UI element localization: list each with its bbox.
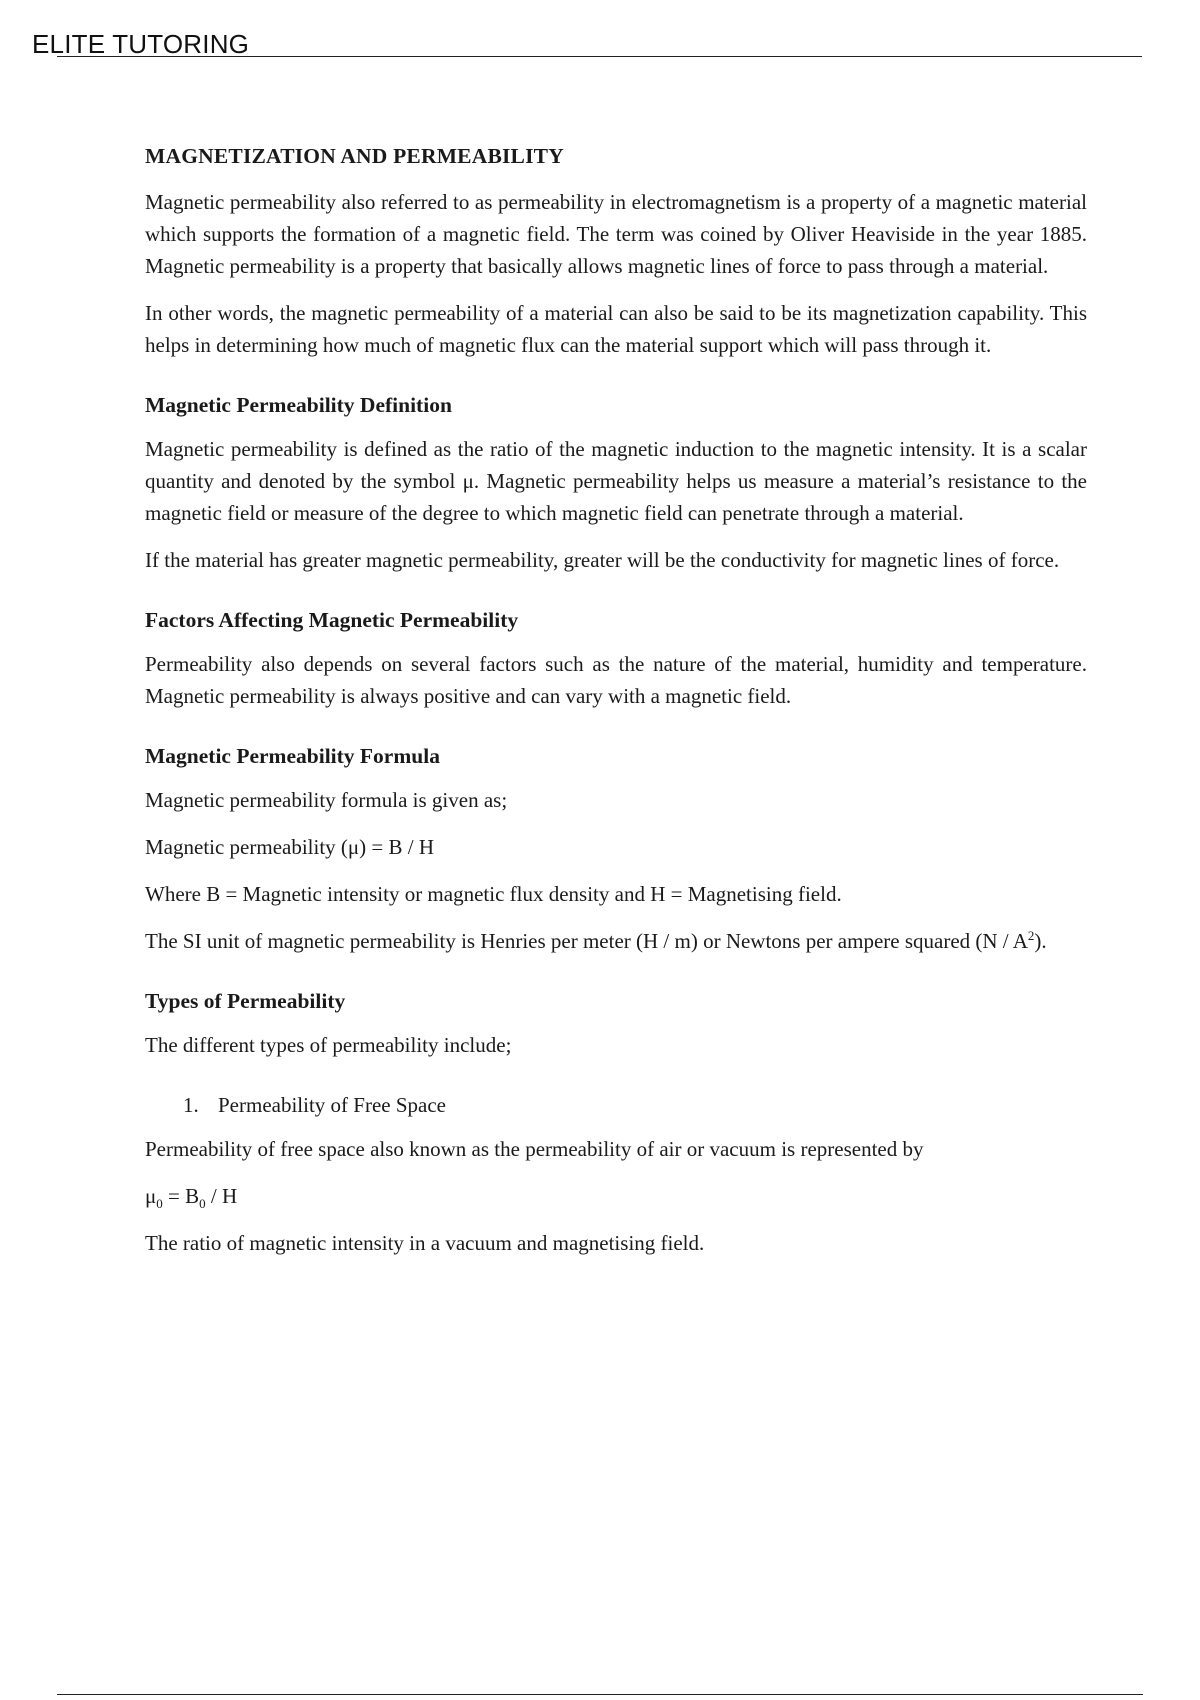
page-header <box>30 28 1142 58</box>
free-space-paragraph: Permeability of free space also known as the permeability of air or vacuum is represented by <box>145 1137 924 1161</box>
factors-heading: Factors Affecting Magnetic Permeability <box>145 608 519 632</box>
definition-heading: Magnetic Permeability Definition <box>145 393 452 417</box>
factors-paragraph: Permeability also depends on several factors such as the nature of the material, humidity and temperature. Magnetic permeability is always positive and can vary with a magnetic field. <box>145 652 1087 708</box>
eq-mu: μ <box>145 1184 157 1208</box>
document-title: MAGNETIZATION AND PERMEABILITY <box>145 144 564 168</box>
header-divider <box>57 56 1142 57</box>
list-item-label: Permeability of Free Space <box>218 1093 447 1117</box>
types-intro: The different types of permeability include; <box>145 1033 512 1057</box>
si-unit-text: The SI unit of magnetic permeability is Henries per meter (H / m) or Newtons per ampere squared (N / A <box>145 929 1028 953</box>
si-unit-paragraph <box>145 925 1087 957</box>
formula-intro: Magnetic permeability formula is given as; <box>145 788 508 812</box>
header-title: ELITE TUTORING <box>32 29 250 59</box>
formula-where: Where B = Magnetic intensity or magnetic flux density and H = Magnetising field. <box>145 882 842 906</box>
eq-mu-subscript: 0 <box>156 1196 163 1212</box>
definition-paragraph-1: Magnetic permeability is defined as the ratio of the magnetic induction to the magnetic intensity. It is a scalar quantity and denoted by the symbol μ. Magnetic permeability helps us measure a material’s resistance to the magnetic field or measure of the degree to which magnetic field can penetrate through a material. <box>145 437 1087 525</box>
si-unit-superscript: 2 <box>1027 928 1035 943</box>
free-space-description: The ratio of magnetic intensity in a vacuum and magnetising field. <box>145 1231 705 1255</box>
list-item <box>183 1089 1087 1121</box>
intro-paragraph-1: Magnetic permeability also referred to as permeability in electromagnetism is a property of a magnetic material which supports the formation of a magnetic field. The term was coined by Oliver Heaviside in the year 1885. Magnetic permeability is a property that basically allows magnetic lines of force to pass through a material. <box>145 190 1087 278</box>
types-heading: Types of Permeability <box>145 989 346 1013</box>
formula-heading: Magnetic Permeability Formula <box>145 744 440 768</box>
free-space-equation <box>145 1180 1087 1212</box>
document-body <box>145 140 1087 1274</box>
definition-paragraph-2: If the material has greater magnetic permeability, greater will be the conductivity for magnetic lines of force. <box>145 548 1060 572</box>
eq-b: = B <box>162 1184 200 1208</box>
footer-divider <box>57 1694 1143 1695</box>
formula-equation: Magnetic permeability (μ) = B / H <box>145 835 435 859</box>
intro-paragraph-2: In other words, the magnetic permeability of a material can also be said to be its magnetization capability. This helps in determining how much of magnetic flux can the material support which will pass through it. <box>145 301 1087 357</box>
eq-h: / H <box>205 1184 238 1208</box>
si-unit-tail: ). <box>1034 929 1047 953</box>
eq-b-subscript: 0 <box>199 1196 206 1212</box>
list-item-number: 1. <box>183 1093 199 1117</box>
